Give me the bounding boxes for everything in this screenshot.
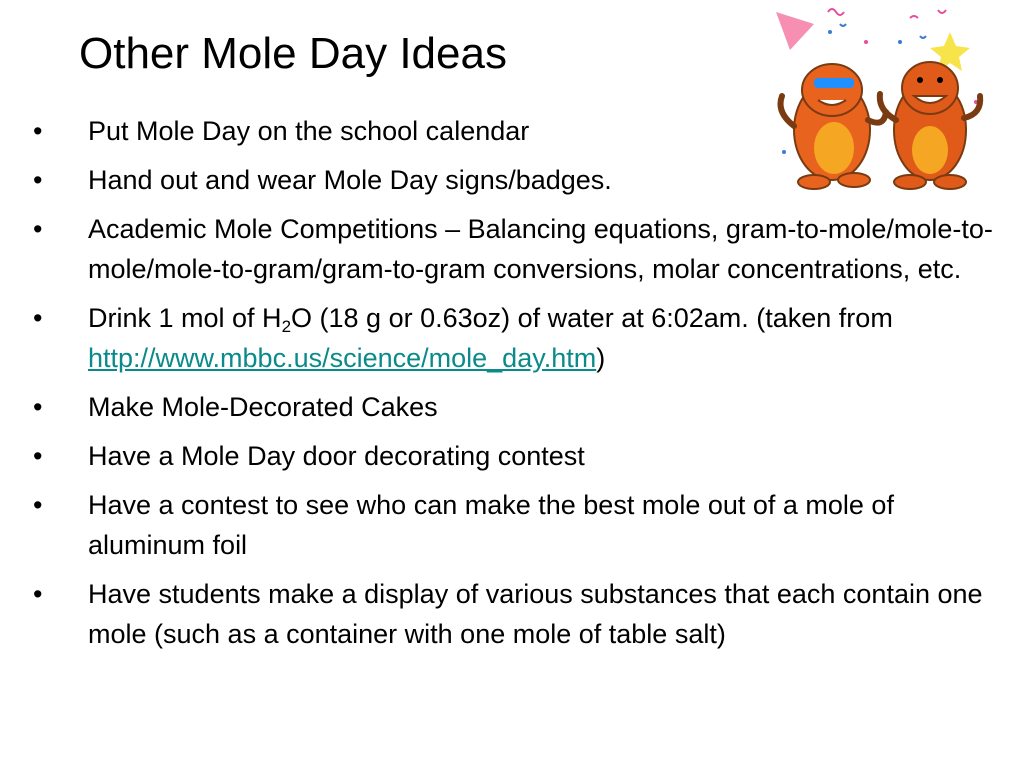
- bullet-text-post: ): [596, 343, 606, 373]
- bullet-text-pre: Drink 1 mol of H: [88, 303, 282, 333]
- bullet-text: Put Mole Day on the school calendar: [88, 116, 530, 146]
- party-hat-icon: [776, 12, 814, 50]
- bullet-item: [30, 111, 788, 151]
- bullet-item: [30, 436, 1000, 476]
- bullet-dot: •: [33, 116, 43, 146]
- bullet-text: Make Mole-Decorated Cakes: [88, 392, 438, 422]
- mole-day-link[interactable]: http://www.mbbc.us/science/mole_day.htm: [88, 343, 597, 373]
- bullet-text: Have students make a display of various substances that each contain one mole (such as a container with one mole of table salt): [88, 579, 983, 649]
- bullet-dot: •: [33, 392, 43, 422]
- bullet-item: [30, 160, 788, 200]
- bullet-text: Academic Mole Competitions – Balancing equations, gram-to-mole/mole-to-mole/mole-to-gram/gram-to-gram conversions, molar concentrations, etc.: [88, 214, 993, 284]
- bullet-text-mid: O (18 g or 0.63oz) of water at 6:02am. (taken from: [291, 303, 893, 333]
- subscript-2: 2: [281, 317, 292, 336]
- bullet-text: Hand out and wear Mole Day signs/badges.: [88, 165, 612, 195]
- bullet-item: [30, 574, 1000, 654]
- bullet-text: Have a Mole Day door decorating contest: [88, 441, 585, 471]
- bullet-dot: •: [33, 441, 43, 471]
- grinning-mole-icon: [880, 62, 980, 189]
- bullet-item: [30, 387, 1000, 427]
- bullet-dot: •: [33, 579, 43, 609]
- slide-title: Other Mole Day Ideas: [79, 29, 507, 78]
- mole-with-sunglasses-icon: [781, 64, 887, 189]
- bullet-item: [30, 298, 1000, 378]
- dancing-moles-clipart: [770, 2, 986, 198]
- bullet-item: [30, 209, 1000, 289]
- bullet-dot: •: [33, 165, 43, 195]
- bullet-dot: •: [33, 303, 43, 333]
- bullet-text: Have a contest to see who can make the best mole out of a mole of aluminum foil: [88, 490, 894, 560]
- bullet-item: [30, 485, 1000, 565]
- bullet-dot: •: [33, 214, 43, 244]
- bullet-dot: •: [33, 490, 43, 520]
